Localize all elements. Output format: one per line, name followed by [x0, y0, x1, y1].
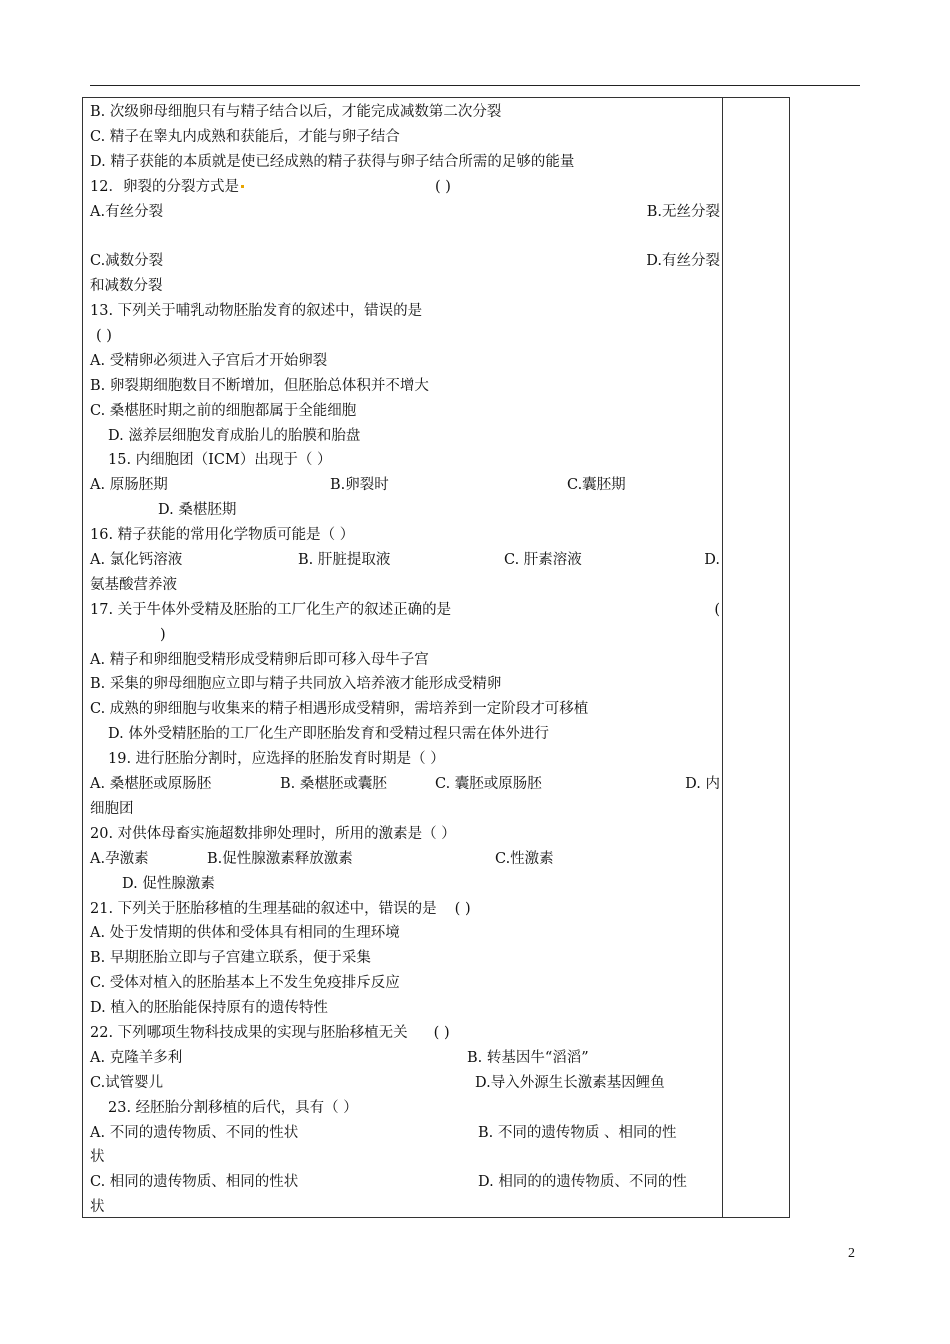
- option-d: D.有丝分裂: [646, 253, 720, 270]
- page-number: 2: [848, 1246, 855, 1261]
- option-line: [90, 946, 720, 971]
- option-line: [90, 249, 720, 274]
- option-b-continued: 状: [90, 1149, 105, 1166]
- question-stem: [90, 747, 720, 772]
- option-d: D. 桑椹胚期: [158, 502, 237, 519]
- stem-text: 21. 下列关于胚胎移植的生理基础的叙述中，错误的是: [90, 900, 437, 917]
- option-line: [90, 1170, 720, 1195]
- option-line: [90, 399, 720, 424]
- option-line: [90, 200, 720, 225]
- answer-paren: ( ): [433, 1024, 450, 1041]
- option-line: [90, 548, 720, 573]
- option-b: B. 不同的遗传物质 、相同的性: [478, 1124, 677, 1141]
- option-line: [90, 722, 720, 747]
- option-d-continued: 细胞团: [90, 800, 134, 817]
- option-c: C.囊胚期: [567, 477, 626, 494]
- question-stem: [90, 822, 720, 847]
- option-a: A.孕激素: [90, 850, 149, 867]
- option-b: B. 桑椹胚或囊胚: [280, 776, 387, 793]
- option-d: D. 内: [685, 776, 720, 793]
- option-d-continued: 氨基酸营养液: [90, 576, 177, 593]
- question-stem: [90, 175, 720, 200]
- option-b: B. 转基因牛“滔滔”: [467, 1049, 589, 1066]
- header-rule: [90, 85, 860, 86]
- option-line: [90, 473, 720, 498]
- option-d-continued: 和减数分裂: [90, 278, 163, 295]
- option-d: D. 滋养层细胞发育成胎儿的胎膜和胎盘: [108, 427, 361, 444]
- option-b: B. 卵裂期细胞数目不断增加，但胚胎总体积并不增大: [90, 377, 429, 394]
- option-line: [90, 697, 720, 722]
- stem-text: 13. 下列关于哺乳动物胚胎发育的叙述中，错误的是: [90, 303, 423, 320]
- stem-text: 20. 对供体母畜实施超数排卵处理时，所用的激素是（ ）: [90, 825, 456, 842]
- option-line: [90, 1071, 720, 1096]
- option-line: [90, 349, 720, 374]
- option-line: [90, 100, 720, 125]
- option-d: D.导入外源生长激素基因鲤鱼: [475, 1074, 665, 1091]
- option-d: D. 体外受精胚胎的工厂化生产即胚胎发育和受精过程只需在体外进行: [108, 726, 549, 743]
- option-line: [90, 1121, 720, 1146]
- stem-text: 12．卵裂的分裂方式是: [90, 178, 239, 195]
- option-b: B.卵裂时: [330, 477, 389, 494]
- option-line: [90, 797, 720, 822]
- option-line: [90, 1195, 720, 1220]
- option-b: B. 早期胚胎立即与子宫建立联系，便于采集: [90, 950, 371, 967]
- option-c: C. 成熟的卵细胞与收集来的精子相遇形成受精卵，需培养到一定阶段才可移植: [90, 701, 589, 718]
- question-stem: [90, 523, 720, 548]
- spacer: [239, 175, 375, 200]
- option-a: A. 桑椹胚或原肠胚: [90, 776, 212, 793]
- answer-line: [90, 623, 720, 648]
- stem-text: 22. 下列哪项生物科技成果的实现与胚胎移植无关: [90, 1024, 408, 1041]
- option-line: [90, 1145, 720, 1170]
- option-b: B.无丝分裂: [646, 203, 720, 220]
- option-a: A. 受精卵必须进入子宫后才开始卵裂: [90, 352, 328, 369]
- option-a: A.有丝分裂: [90, 203, 164, 220]
- option-d: D. 植入的胚胎能保持原有的遗传特性: [90, 1000, 328, 1017]
- answer-paren-open: (: [714, 601, 720, 618]
- stem-text: 16. 精子获能的常用化学物质可能是（ ）: [90, 527, 355, 544]
- question-list: [90, 100, 720, 1220]
- option-line: [90, 921, 720, 946]
- option-line: [90, 150, 720, 175]
- option-d: D. 促性腺激素: [122, 875, 215, 892]
- option-line: [90, 847, 720, 872]
- option-line: [90, 672, 720, 697]
- option-line: [90, 872, 720, 897]
- option-b: B.促性腺激素释放激素: [207, 850, 353, 867]
- option-a: A. 处于发情期的供体和受体具有相同的生理环境: [90, 925, 400, 942]
- option-d-continued: 状: [90, 1199, 105, 1216]
- option-c: C. 桑椹胚时期之前的细胞都属于全能细胞: [90, 402, 357, 419]
- stem-text: 23. 经胚胎分割移植的后代，具有（ ）: [108, 1099, 358, 1116]
- option-c: C. 受体对植入的胚胎基本上不发生免疫排斥反应: [90, 975, 400, 992]
- option-c: C. 相同的遗传物质、相同的性状: [90, 1174, 299, 1191]
- option-line: [90, 424, 720, 449]
- option-text: B. 次级卵母细胞只有与精子结合以后，才能完成减数第二次分裂: [90, 104, 502, 120]
- question-stem: [90, 598, 720, 623]
- answer-paren-close: ): [160, 626, 166, 643]
- option-c: C. 肝素溶液: [504, 552, 582, 569]
- question-stem: [90, 448, 720, 473]
- stem-text: 19. 进行胚胎分割时，应选择的胚胎发育时期是（ ）: [108, 751, 445, 768]
- option-line: [90, 573, 720, 598]
- option-c: C.减数分裂: [90, 253, 164, 270]
- option-c: C.试管婴儿: [90, 1074, 164, 1091]
- option-a: A. 不同的遗传物质、不同的性状: [90, 1124, 299, 1141]
- option-line: [90, 772, 720, 797]
- answer-line: [90, 324, 720, 349]
- option-line: [90, 274, 720, 299]
- question-stem: [90, 1096, 720, 1121]
- option-text: C. 精子在睾丸内成熟和获能后，才能与卵子结合: [90, 128, 400, 145]
- option-a: A. 克隆羊多利: [90, 1049, 183, 1066]
- option-d: D.: [704, 552, 720, 569]
- option-b: B. 肝脏提取液: [298, 552, 391, 569]
- option-c: C.性激素: [495, 850, 554, 867]
- option-c: C. 囊胚或原肠胚: [435, 776, 542, 793]
- option-line: [90, 125, 720, 150]
- option-text: D. 精子获能的本质就是使已经成熟的精子获得与卵子结合所需的足够的能量: [90, 153, 575, 170]
- option-line: [90, 498, 720, 523]
- option-line: [90, 648, 720, 673]
- answer-paren: ( ): [96, 328, 112, 345]
- answer-paren: ( ): [434, 178, 451, 195]
- option-line: [90, 971, 720, 996]
- option-a: A. 氯化钙溶液: [90, 552, 183, 569]
- option-a: A. 精子和卵细胞受精形成受精卵后即可移入母牛子宫: [90, 651, 429, 668]
- question-stem: [90, 897, 720, 922]
- table-column-divider: [722, 98, 723, 1217]
- option-line: [90, 374, 720, 399]
- mark-dot: [241, 185, 244, 188]
- answer-paren: ( ): [454, 900, 471, 917]
- option-line: [90, 1046, 720, 1071]
- question-stem: [90, 1021, 720, 1046]
- option-d: D. 相同的的遗传物质、不同的性: [478, 1174, 687, 1191]
- question-stem: [90, 299, 720, 324]
- option-line: [90, 996, 720, 1021]
- stem-text: 15. 内细胞团（ICM）出现于（ ）: [108, 452, 332, 469]
- option-a: A. 原肠胚期: [90, 477, 168, 494]
- stem-text: 17. 关于牛体外受精及胚胎的工厂化生产的叙述正确的是: [90, 601, 452, 618]
- option-b: B. 采集的卵母细胞应立即与精子共同放入培养液才能形成受精卵: [90, 676, 502, 693]
